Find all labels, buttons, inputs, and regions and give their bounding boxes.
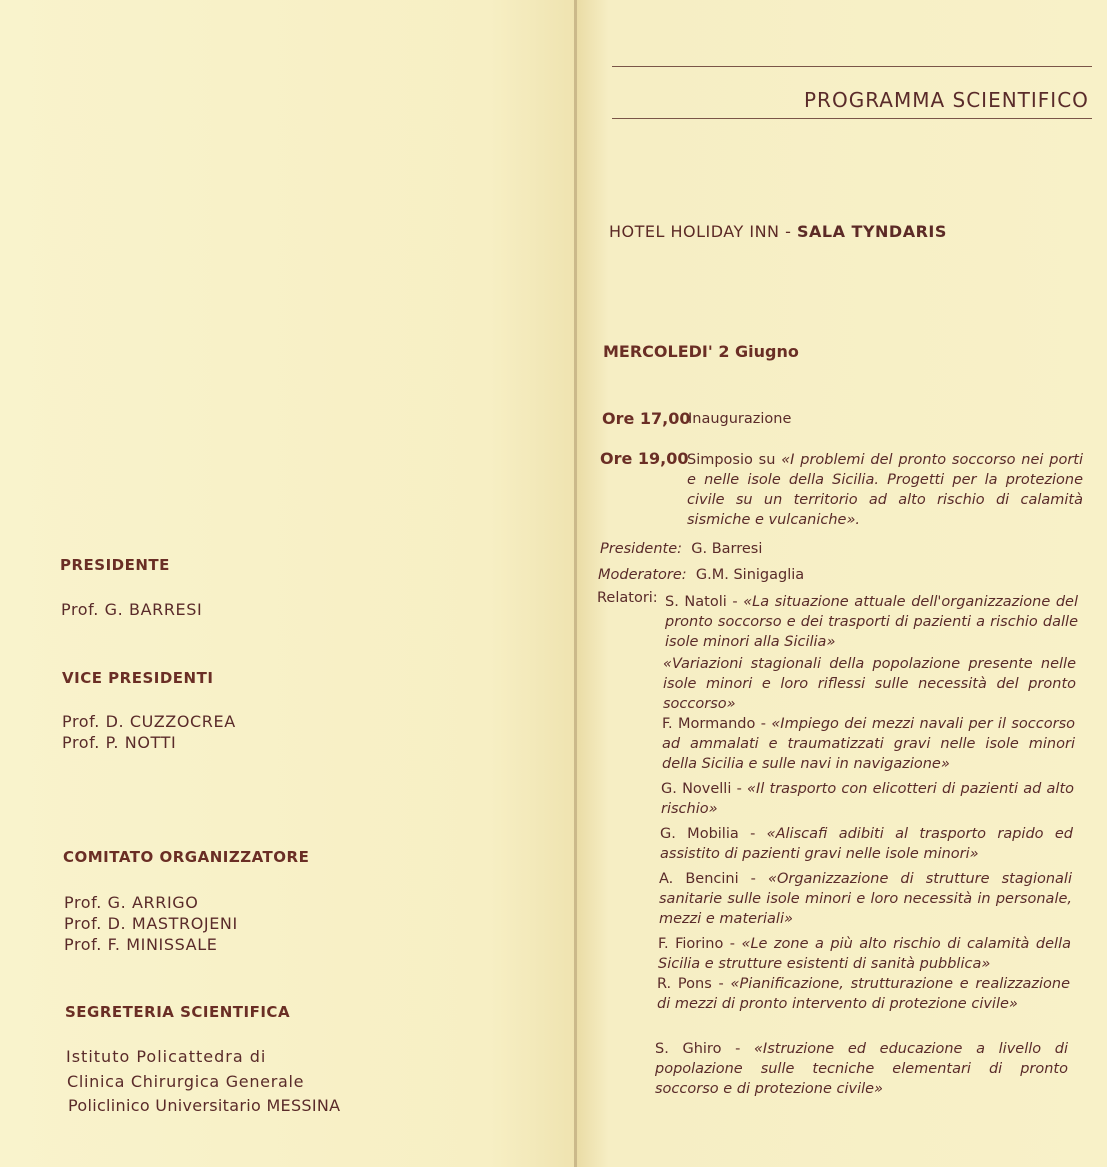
secretariat-line: Policlinico Universitario MESSINA [68, 1096, 341, 1115]
talk-title: «Le zone a più alto rischio di calamità della Sicilia e strutture esistenti di sanità pubblica» [658, 936, 1071, 972]
talk-speaker: G. Mobilia - [660, 826, 767, 842]
event-time: Ore 17,00 [602, 409, 691, 428]
talk-speaker: F. Mormando - [662, 716, 772, 732]
secretariat-line: Clinica Chirurgica Generale [67, 1072, 305, 1091]
presidente-label: Presidente: [600, 541, 683, 557]
talk [659, 869, 1072, 929]
moderatore-label: Moderatore: [598, 567, 687, 583]
committee-member: Prof. G. ARRIGO [64, 893, 199, 912]
talk-title: «Aliscafi adibiti al trasporto rapido ed assistito di pazienti gravi nelle isole minori» [660, 826, 1073, 862]
talk [658, 934, 1071, 974]
session-date: MERCOLEDI' 2 Giugno [603, 342, 799, 361]
talk [663, 654, 1076, 714]
presidente-value: G. Barresi [691, 541, 763, 557]
event-time: Ore 19,00 [600, 449, 689, 468]
committee-heading: COMITATO ORGANIZZATORE [63, 848, 310, 866]
venue [609, 222, 947, 241]
talk-title: «Istruzione ed educazione a livello di popolazione sulle tecniche elementari di pronto soccorso e di protezione civile» [655, 1041, 1069, 1097]
title-rule-bottom [612, 118, 1092, 119]
venue-room: SALA TYNDARIS [796, 222, 947, 241]
president-heading: PRESIDENTE [60, 556, 170, 574]
talk-title: «Variazioni stagionali della popolazione presente nelle isole minori e loro riflessi sulle necessità del pronto soccorso» [663, 656, 1076, 712]
president-name: Prof. G. BARRESI [61, 600, 203, 619]
vice-president-name: Prof. D. CUZZOCREA [62, 712, 236, 731]
event-title: «I problemi del pronto soccorso nei porti e nelle isole della Sicilia. Progetti per la protezione civile su un territorio ad alto rischio di calamità sismiche e vulcaniche». [687, 452, 1083, 528]
relatori-label: Relatori: [597, 590, 658, 606]
program-title: PROGRAMMA SCIENTIFICO [804, 88, 1089, 112]
talk-speaker: F. Fiorino - [658, 936, 742, 952]
secretariat-line: Istituto Policattedra di [66, 1047, 267, 1066]
secretariat-heading: SEGRETERIA SCIENTIFICA [65, 1003, 291, 1021]
presidente-row [600, 541, 762, 557]
vice-presidents-heading: VICE PRESIDENTI [62, 669, 214, 687]
talk-speaker: S. Ghiro - [655, 1041, 754, 1057]
talk [657, 974, 1070, 1014]
talk-speaker: G. Novelli - [661, 781, 748, 797]
vice-president-name: Prof. P. NOTTI [62, 733, 177, 752]
event-prefix: Simposio su [687, 452, 782, 468]
moderatore-row [598, 567, 804, 583]
talk [662, 714, 1075, 774]
page-fold [574, 0, 577, 1167]
talk [660, 824, 1073, 864]
talk-title: «La situazione attuale dell'organizzazione del pronto soccorso e dei trasporti di pazienti a rischio dalle isole minori alla Sicilia» [665, 594, 1078, 650]
event-text [687, 450, 1083, 530]
talk-title: «Il trasporto con elicotteri di pazienti ad alto rischio» [661, 781, 1074, 817]
talk-speaker: R. Pons - [657, 976, 731, 992]
committee-member: Prof. D. MASTROJENI [64, 914, 238, 933]
talk [655, 1039, 1068, 1099]
event-text: Inaugurazione [688, 411, 792, 427]
talk [661, 779, 1074, 819]
talk-title: «Organizzazione di strutture stagionali sanitarie sulle isole minori e loro necessità in personale, mezzi e materiali» [659, 871, 1072, 927]
title-rule-top [612, 66, 1092, 67]
venue-name: HOTEL HOLIDAY INN - [609, 222, 797, 241]
moderatore-value: G.M. Sinigaglia [695, 567, 805, 583]
talk [665, 592, 1078, 652]
talk-speaker: S. Natoli - [665, 594, 744, 610]
talk-speaker: A. Bencini - [659, 871, 768, 887]
talk-title: «Pianificazione, strutturazione e realizzazione di mezzi di pronto intervento di protezione civile» [657, 976, 1070, 1012]
talk-title: «Impiego dei mezzi navali per il soccorso ad ammalati e traumatizzati gravi nelle isole minori della Sicilia e sulle navi in navigazione» [662, 716, 1075, 772]
committee-member: Prof. F. MINISSALE [64, 935, 218, 954]
